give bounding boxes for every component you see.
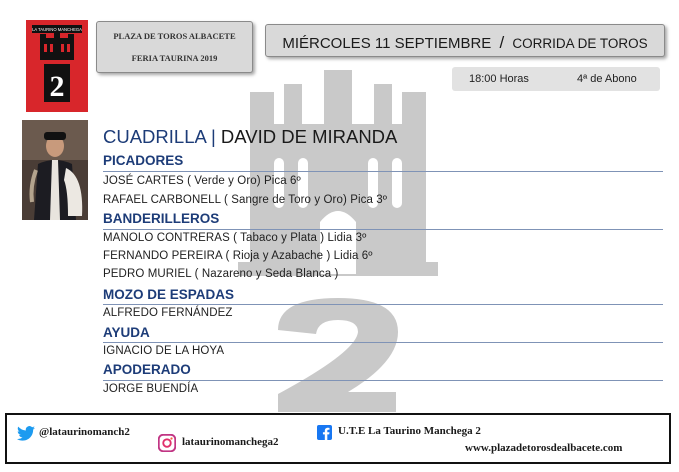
section-title-banderilleros: BANDERILLEROS xyxy=(103,211,220,226)
list-item: IGNACIO DE LA HOYA xyxy=(103,345,225,357)
section-divider xyxy=(103,380,663,381)
social-footer xyxy=(5,413,671,464)
list-item: RAFAEL CARBONELL ( Sangre de Toro y Oro) Pica 3º xyxy=(103,194,388,206)
event-date: MIÉRCOLES 11 SEPTIEMBRE xyxy=(282,35,492,52)
section-title-ayuda: AYUDA xyxy=(103,325,150,340)
cuadrilla-label: CUADRILLA xyxy=(103,126,206,147)
subscription-number: 4ª de Abono xyxy=(577,73,637,85)
torero-photo xyxy=(22,120,88,220)
list-item: MANOLO CONTRERAS ( Tabaco y Plata ) Lidia 3º xyxy=(103,232,367,244)
title-divider: | xyxy=(210,126,216,147)
website-link[interactable]: www.plazadetorosdealbacete.com xyxy=(465,442,623,454)
venue-box xyxy=(96,21,253,73)
list-item: ALFREDO FERNÁNDEZ xyxy=(103,307,233,319)
taurino-manchega-logo xyxy=(26,20,88,112)
twitter-handle[interactable]: @lataurinomanch2 xyxy=(39,426,130,438)
event-time: 18:00 Horas xyxy=(469,73,529,85)
section-title-mozo-de-espadas: MOZO DE ESPADAS xyxy=(103,287,235,302)
section-title-picadores: PICADORES xyxy=(103,153,184,168)
fair-name: FERIA TAURINA 2019 xyxy=(131,53,218,63)
svg-text:LA TAURINO MANCHEGA: LA TAURINO MANCHEGA xyxy=(32,27,82,32)
section-divider xyxy=(103,229,663,230)
event-type: CORRIDA DE TOROS xyxy=(512,36,648,51)
list-item: FERNANDO PEREIRA ( Rioja y Azabache ) Lidia 6º xyxy=(103,250,373,262)
date-separator: / xyxy=(499,33,505,52)
instagram-icon xyxy=(158,434,176,452)
instagram-handle[interactable]: lataurinomanchega2 xyxy=(182,436,279,448)
list-item: JOSÉ CARTES ( Verde y Oro) Pica 6º xyxy=(103,175,301,187)
section-title-apoderado: APODERADO xyxy=(103,362,191,377)
cuadrilla-title xyxy=(103,126,397,148)
facebook-icon xyxy=(317,425,332,440)
section-divider xyxy=(103,304,663,305)
list-item: PEDRO MURIEL ( Nazareno y Seda Blanca ) xyxy=(103,268,339,280)
list-item: JORGE BUENDÍA xyxy=(103,383,199,395)
date-box xyxy=(265,24,665,57)
logo-number: 2 xyxy=(49,70,65,103)
facebook-page[interactable]: U.T.E La Taurino Manchega 2 xyxy=(338,425,481,437)
venue-name: PLAZA DE TOROS ALBACETE xyxy=(113,31,236,41)
section-divider xyxy=(103,342,663,343)
twitter-icon xyxy=(17,426,35,441)
time-box xyxy=(452,67,660,91)
section-divider xyxy=(103,171,663,172)
torero-name: DAVID DE MIRANDA xyxy=(220,126,398,147)
